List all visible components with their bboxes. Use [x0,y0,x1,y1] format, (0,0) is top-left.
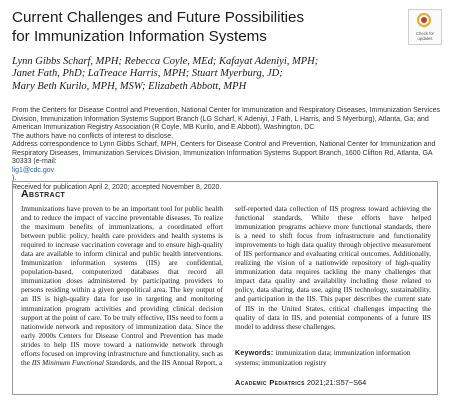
author-line-2: Janet Fath, PhD; LaTreace Harris, MPH; Stuart Myerburg, JD; [12,68,283,80]
article-title-line-1: Current Challenges and Future Possibilities [12,9,305,26]
affiliations [12,107,444,192]
affiliation-line-1: From the Centers for Disease Control and Prevention, National Center for Immunization and Respiratory Diseases, Immunization Services [12,107,440,114]
article-title-line-2: for Immunization Information Systems [12,28,267,45]
abstract-left-column [21,204,223,367]
abstract-heading: Abstract [21,188,66,200]
received-date: Received for publication April 2, 2020; accepted November 8, 2020. [12,183,222,191]
affiliation-line-3: American Immunization Registry Association (R Coyle, MB Kurilo, and E Abbott), Washington, DC [12,124,315,131]
correspondence-line-2: Respiratory Diseases, Immunization Services Division, Immunization Information Systems Support Branch, 1600 Clifton Rd, Atlanta, GA [12,149,433,157]
correspondence-line-3 [12,158,444,184]
citation [235,378,431,387]
conflict-statement: The authors have no conflicts of interest to disclose. [12,132,174,140]
correspondence-line-1: Address correspondence to Lynn Gibbs Scharf, MPH, Centers for Disease Control and Prevention, National Center for Immunization and [12,141,436,148]
citation-text: 2021;21:S57−S64 [306,378,367,387]
keywords [235,348,431,367]
author-line-3: Mary Beth Kurilo, MPH, MSW; Elizabeth Abbott, MPH [12,80,247,92]
abstract-left-text: Immunizations have proven to be an important tool for public health and to reduce the impact of vaccine preventable diseases. To realize the maximum benefits of immunizations, a coordinated effort between public policy, health care providers and health systems is required to increase vaccination coverage and to ensure high-quality data are available to inform clinical and public health interventions. Immunization information systems (IIS) are confidential, population-based, computerized databases that record all immunization doses administered by participating providers to persons residing within a given geopolitical area. The key output of an IIS is high-quality data for use in targeting and monitoring immunization program activities and providing clinical decision support at the point of care. To be truly effective, IISs need to form a nationwide network and repository of immunization data. Since the early 2000s Centers for Disease Control and Prevention has made strides to help IIS move toward a nationwide network through efforts focused on improving infrastructure and functionality, such as the [21,204,223,367]
crossmark-dot-icon [421,17,427,23]
author-line-1: Lynn Gibbs Scharf, MPH; Rebecca Coyle, MEd; Kafayat Adeniyi, MPH; [12,56,319,67]
correspondence-prefix: 30333 (e-mail: [12,158,57,165]
abstract-right-column: self-reported data collection of IIS progress toward achieving the functional standards. While these efforts have helped immunization programs achieve more functional standards, there is a need to shift focus from infrastructure and functionality improvements to high data quality through objective measurement of IIS performance and evaluating critical outcomes. Additionally, realizing the vision of a nationwide repository of high-quality immunization data requires tackling the many challenges that impact data quality and availability including those related to policy, data sharing, data use, aging IIS technology, sustainability, and participation in the IIS. This paper describes the current state of IIS in the United States, critical challenges impacting the quality of data in IIS, and potential components of a future IIS model to address these challenges. [235,204,431,331]
abstract-left-italic: IIS Minimum Functional Standards [31,357,136,367]
badge-label-line-2: updates [417,36,433,41]
email-link[interactable]: lig1@cdc.gov [12,166,55,174]
badge-label [409,31,441,41]
keywords-text: immunization data; immunization information systems; immunization registry [235,348,411,368]
abstract-box [12,181,438,395]
keywords-label: Keywords: [235,350,274,357]
check-for-updates-badge[interactable] [408,9,442,45]
correspondence-suffix: ). [12,175,17,182]
abstract-left-tail: , and the IIS Annual Report, a [135,357,223,367]
article-title [12,8,397,46]
author-list [12,56,442,93]
journal-name: Academic Pediatrics [235,378,305,387]
affiliation-line-2: Division, Immunization Information Systems Support Branch (LG Scharf, K Adeniyi, J Fath, L Harris, and S Myerburg), Atlanta, Ga; and [12,115,429,123]
badge-label-line-1: Check for [416,31,434,36]
